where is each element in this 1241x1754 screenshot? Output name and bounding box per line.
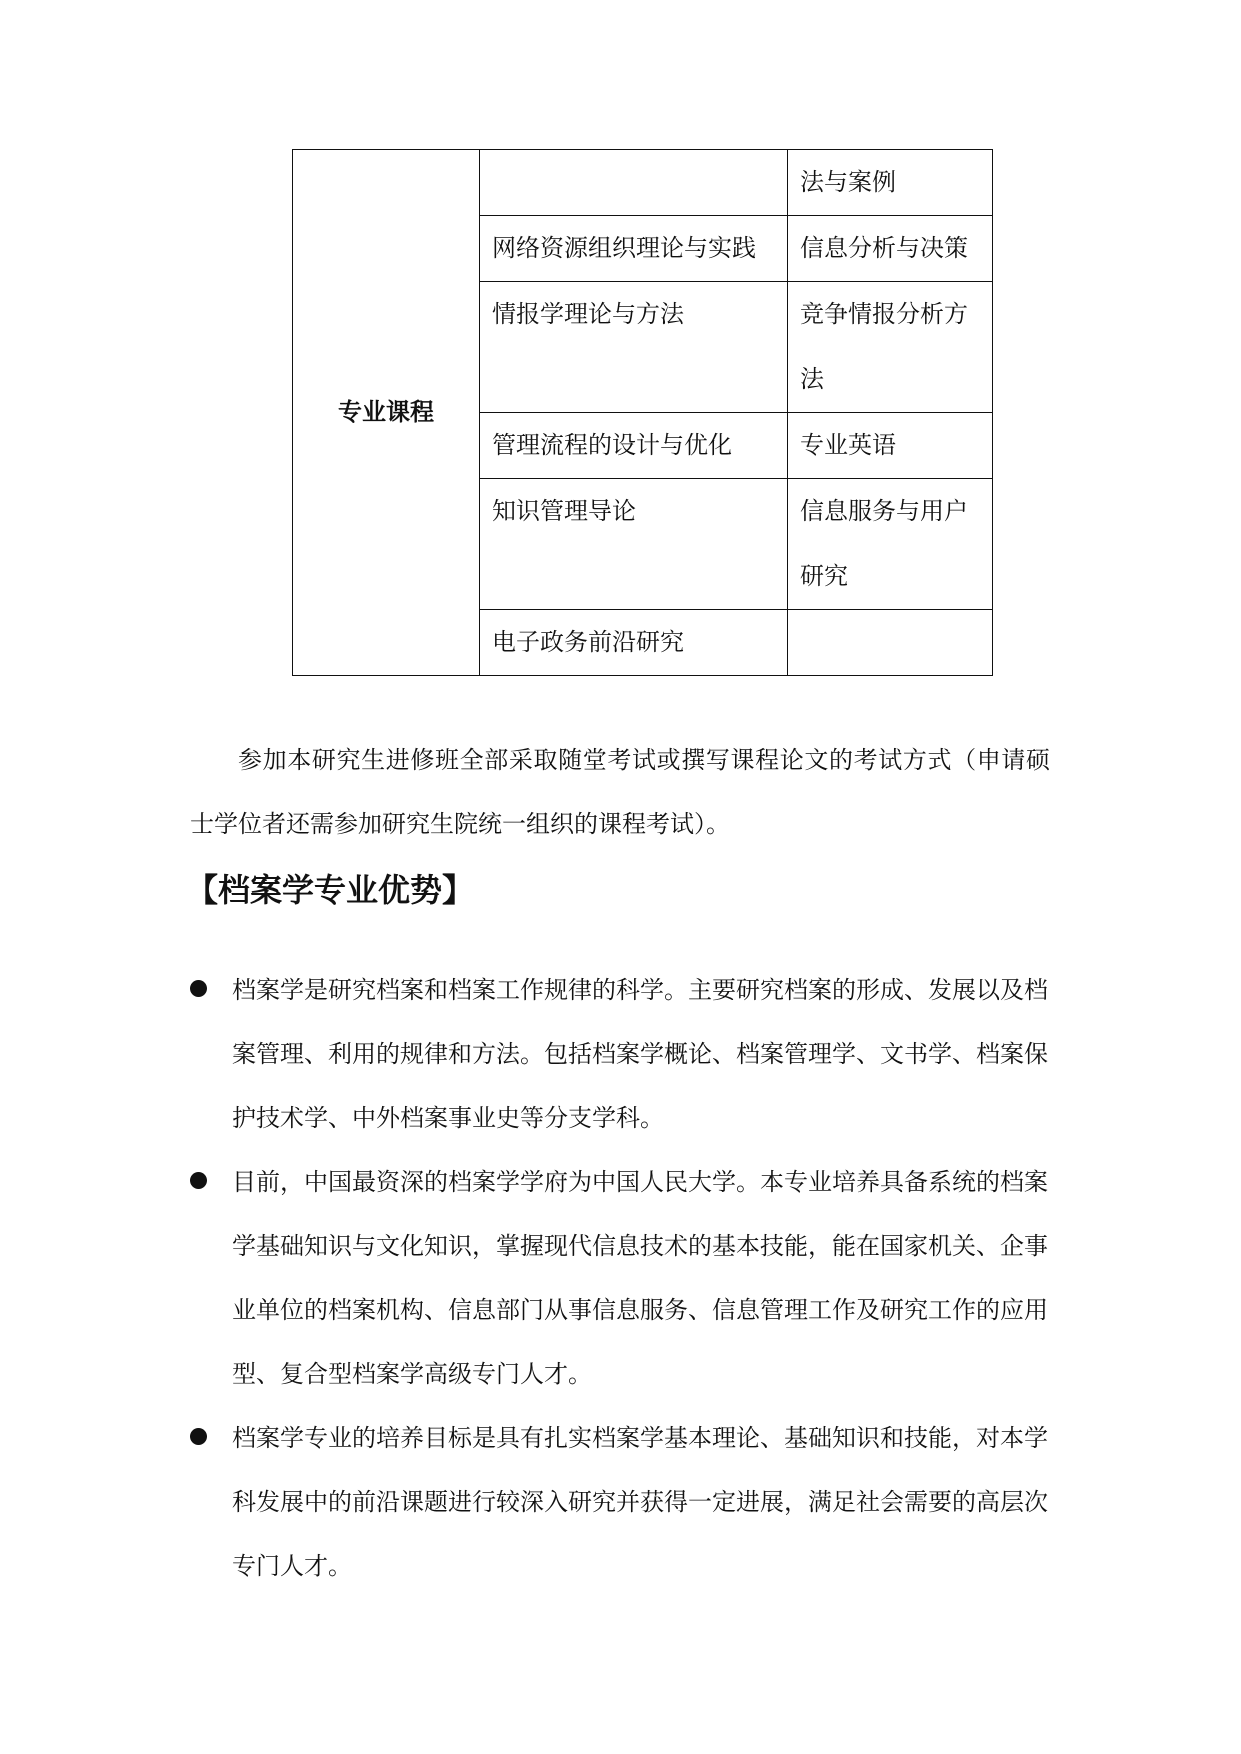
advantages-list — [186, 958, 1048, 1598]
course-table — [292, 149, 993, 676]
course-cell-right — [788, 610, 993, 676]
course-cell-middle: 电子政务前沿研究 — [480, 610, 788, 676]
course-cell-middle: 网络资源组织理论与实践 — [480, 216, 788, 282]
course-cell-middle — [480, 150, 788, 216]
course-cell-middle: 情报学理论与方法 — [480, 282, 788, 413]
course-cell-right: 专业英语 — [788, 413, 993, 479]
course-cell-right: 信息分析与决策 — [788, 216, 993, 282]
course-category-label: 专业课程 — [293, 150, 480, 676]
course-cell-right: 信息服务与用户 研究 — [788, 479, 993, 610]
list-item: 目前，中国最资深的档案学学府为中国人民大学。本专业培养具备系统的档案学基础知识与文化知识，掌握现代信息技术的基本技能，能在国家机关、企事业单位的档案机构、信息部门从事信息服务、信息管理工作及研究工作的应用型、复合型档案学高级专门人才。 — [186, 1150, 1048, 1406]
course-cell-middle: 知识管理导论 — [480, 479, 788, 610]
course-cell-middle: 管理流程的设计与优化 — [480, 413, 788, 479]
table-row — [293, 150, 993, 216]
bullet-icon — [190, 1172, 207, 1189]
section-heading: 【档案学专业优势】 — [186, 871, 475, 909]
bullet-icon — [190, 1428, 207, 1445]
bullet-icon — [190, 980, 207, 997]
course-cell-right: 法与案例 — [788, 150, 993, 216]
course-cell-right: 竞争情报分析方 法 — [788, 282, 993, 413]
list-item: 档案学专业的培养目标是具有扎实档案学基本理论、基础知识和技能，对本学科发展中的前沿课题进行较深入研究并获得一定进展，满足社会需要的高层次专门人才。 — [186, 1406, 1048, 1598]
list-item: 档案学是研究档案和档案工作规律的科学。主要研究档案的形成、发展以及档案管理、利用的规律和方法。包括档案学概论、档案管理学、文书学、档案保护技术学、中外档案事业史等分支学科。 — [186, 958, 1048, 1150]
exam-method-paragraph: 参加本研究生进修班全部采取随堂考试或撰写课程论文的考试方式（申请硕士学位者还需参加研究生院统一组织的课程考试）。 — [190, 746, 1050, 838]
